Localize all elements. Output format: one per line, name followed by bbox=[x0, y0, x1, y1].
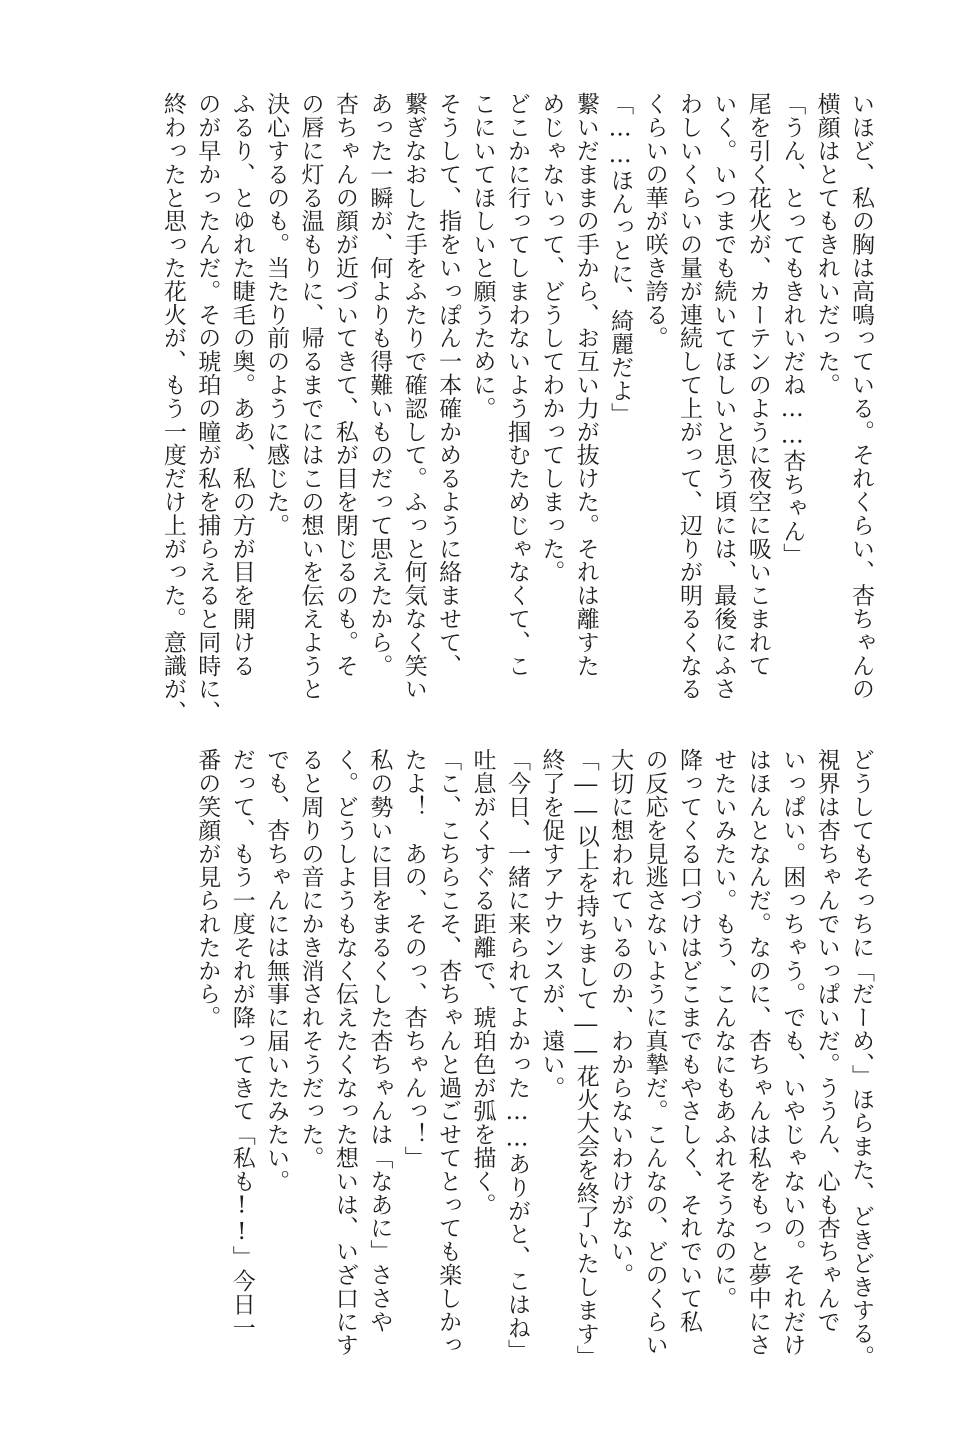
text-line: 大切に想われているのか、わからないわけがない。 bbox=[607, 748, 634, 1287]
text-line: いく。いつまでも続いてほしいと思う頃には、最後にふさ bbox=[710, 92, 737, 701]
text-line: どこかに行ってしまわないよう掴むためじゃなくて、こ bbox=[503, 92, 530, 677]
text-line: の反応を見逃さないように真摯だ。こんなの、どのくらい bbox=[641, 748, 668, 1357]
text-line: 降ってくる口づけはどこまでもやさしく、それでいて私 bbox=[675, 748, 702, 1333]
text-line: 終わったと思った花火が、もう一度だけ上がった。意識が、 bbox=[159, 92, 186, 724]
text-line: ふるり、とゆれた睫毛の奥。ああ、私の方が目を開ける bbox=[228, 92, 255, 677]
text-line: どうしてもそっちに「だーめ、」ほらまた、どきどきする。 bbox=[848, 748, 874, 1369]
text-line: の唇に灯る温もりに、帰るまでにはこの想いを伝えようと bbox=[297, 92, 324, 701]
text-line: くらいの華が咲き誇る。 bbox=[641, 92, 668, 350]
text-line: こにいてほしいと願うために。 bbox=[469, 92, 496, 420]
text-line: 「うん、とってもきれいだね……杏ちゃん」 bbox=[779, 92, 806, 566]
text-line: いっぱい。困っちゃう。でも、いやじゃないの。それだけ bbox=[779, 748, 806, 1357]
text-line: そうして、指をいっぽん一本確かめるように絡ませて、 bbox=[435, 92, 462, 677]
text-line: のが早かったんだ。その琥珀の瞳が私を捕らえると同時に、 bbox=[194, 92, 221, 724]
text-line: 横顔はとてもきれいだった。 bbox=[813, 92, 840, 397]
text-line: 視界は杏ちゃんでいっぱいだ。ううん、心も杏ちゃんで bbox=[813, 748, 840, 1333]
text-line: 私の勢いに目をまるくした杏ちゃんは「なあに」ささや bbox=[366, 748, 393, 1333]
text-line: たよ！ あの、そのっ、杏ちゃんっ！」 bbox=[400, 748, 427, 1170]
text-line: 番の笑顔が見られたから。 bbox=[194, 748, 221, 1029]
text-line: でも、杏ちゃんには無事に届いたみたい。 bbox=[263, 748, 290, 1193]
text-line: 「こ、こちらこそ、杏ちゃんと過ごせてとっても楽しかっ bbox=[435, 748, 462, 1357]
text-line: 終了を促すアナウンスが、遠い。 bbox=[538, 748, 565, 1099]
text-line: 「今日、一緒に来られてよかった……ありがと、こはね」 bbox=[503, 748, 530, 1363]
text-line: あった一瞬が、何よりも得難いものだって思えたから。 bbox=[366, 92, 393, 677]
text-line: 杏ちゃんの顔が近づいてきて、私が目を閉じるのも。そ bbox=[331, 92, 358, 677]
text-line: 「……ほんっとに、綺麗だよ」 bbox=[607, 92, 634, 426]
upper-text-block bbox=[98, 92, 878, 724]
text-line: く。どうしようもなく伝えたくなった想いは、いざ口にす bbox=[331, 748, 358, 1357]
text-line: 繋いだままの手から、お互い力が抜けた。それは離すた bbox=[572, 92, 599, 677]
text-line: めじゃないって、どうしてわかってしまった。 bbox=[538, 92, 565, 584]
text-line: 「――以上を持ちまして――花火大会を終了いたします」 bbox=[572, 748, 599, 1369]
text-line: はほんとなんだ。なのに、杏ちゃんは私をもっと夢中にさ bbox=[744, 748, 771, 1357]
text-line: わしいくらいの量が連続して上がって、辺りが明るくなる bbox=[675, 92, 702, 701]
text-line: だって、もう一度それが降ってきて「私も!!」今日一 bbox=[228, 748, 255, 1339]
text-line: 繋ぎなおした手をふたりで確認して。ふっと何気なく笑い bbox=[400, 92, 427, 701]
text-line: ると周りの音にかき消されそうだった。 bbox=[297, 748, 324, 1170]
text-line: 決心するのも。当たり前のように感じた。 bbox=[263, 92, 290, 537]
lower-text-block bbox=[168, 748, 878, 1369]
text-line: せたいみたい。もう、こんなにもあふれそうなのに。 bbox=[710, 748, 737, 1310]
text-line: 吐息がくすぐる距離で、琥珀色が弧を描く。 bbox=[469, 748, 496, 1216]
text-line: 尾を引く花火が、カーテンのように夜空に吸いこまれて bbox=[744, 92, 771, 677]
text-line: いほど、私の胸は高鳴っている。それくらい、杏ちゃんの bbox=[848, 92, 874, 701]
